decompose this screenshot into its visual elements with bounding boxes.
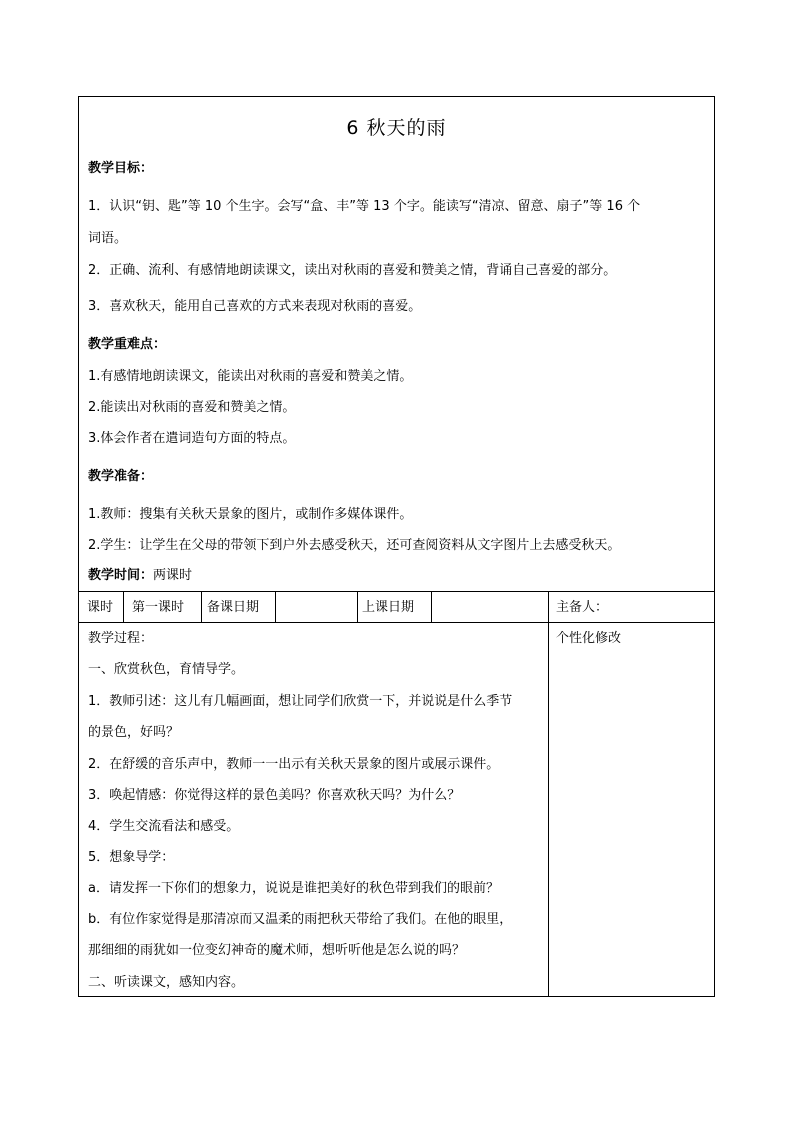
goal-item: 1．认识“钥、匙”等 10 个生字。会写“盒、丰”等 13 个字。能读写“清凉、留意、扇子”等 16 个 — [88, 199, 641, 214]
page-title: 6 秋天的雨 — [346, 117, 447, 139]
preparation-item: 1.教师：搜集有关秋天景象的图片，或制作多媒体课件。 — [88, 507, 413, 522]
teaching-time — [88, 568, 192, 584]
prep-date-label: 备课日期 — [207, 600, 260, 615]
process-heading: 教学过程： — [88, 631, 154, 646]
lesson-value: 第一课时 — [132, 600, 185, 615]
process-line: 2．在舒缓的音乐声中，教师一一出示有关秋天景象的图片或展示课件。 — [88, 757, 500, 772]
teaching-time-value: 两课时 — [153, 568, 193, 583]
column-divider — [431, 591, 432, 622]
preparer-label: 主备人： — [556, 600, 609, 615]
process-line: 3．唤起情感：你觉得这样的景色美吗？你喜欢秋天吗？为什么？ — [88, 788, 461, 803]
lesson-label: 课时 — [87, 600, 114, 615]
goals-heading: 教学目标： — [88, 161, 154, 176]
process-line: 5．想象导学： — [88, 850, 175, 865]
process-line: b．有位作家觉得是那清凉而又温柔的雨把秋天带给了我们。在他的眼里， — [88, 912, 513, 927]
goal-item: 2．正确、流利、有感情地朗读课文，读出对秋雨的喜爱和赞美之情，背诵自己喜爱的部分。 — [88, 263, 617, 278]
column-divider — [201, 591, 202, 622]
key-point-item: 1.有感情地朗读课文，能读出对秋雨的喜爱和赞美之情。 — [88, 369, 413, 384]
key-point-item: 3.体会作者在遣词造句方面的特点。 — [88, 431, 296, 446]
process-line: 的景色，好吗？ — [88, 725, 180, 740]
personalized-edit-heading: 个性化修改 — [556, 631, 622, 646]
key-points-heading: 教学重难点： — [88, 337, 167, 352]
row-divider — [79, 622, 714, 623]
preparation-item: 2.学生：让学生在父母的带领下到户外去感受秋天，还可查阅资料从文字图片上去感受秋天。 — [88, 538, 621, 553]
plan-header-section — [79, 97, 714, 591]
goal-item: 词语。 — [88, 231, 128, 246]
process-line: 1．教师引述：这儿有几幅画面，想让同学们欣赏一下，并说说是什么季节 — [88, 694, 513, 709]
preparation-heading: 教学准备： — [88, 469, 154, 484]
column-divider — [275, 591, 276, 622]
process-line: 一、欣赏秋色，育情导学。 — [88, 662, 245, 677]
process-line: 那细细的雨犹如一位变幻神奇的魔术师，想听听他是怎么说的吗？ — [88, 943, 466, 958]
class-date-label: 上课日期 — [362, 600, 415, 615]
column-divider — [548, 591, 549, 996]
row-divider — [79, 591, 714, 592]
process-line: 4．学生交流看法和感受。 — [88, 819, 240, 834]
lesson-plan-table — [78, 96, 715, 997]
process-line: 二、听读课文，感知内容。 — [88, 975, 245, 990]
teaching-time-label: 教学时间： — [88, 568, 154, 583]
column-divider — [357, 591, 358, 622]
process-line: a．请发挥一下你们的想象力，说说是谁把美好的秋色带到我们的眼前？ — [88, 881, 499, 896]
column-divider — [123, 591, 124, 622]
key-point-item: 2.能读出对秋雨的喜爱和赞美之情。 — [88, 400, 296, 415]
goal-item: 3．喜欢秋天，能用自己喜欢的方式来表现对秋雨的喜爱。 — [88, 299, 422, 314]
